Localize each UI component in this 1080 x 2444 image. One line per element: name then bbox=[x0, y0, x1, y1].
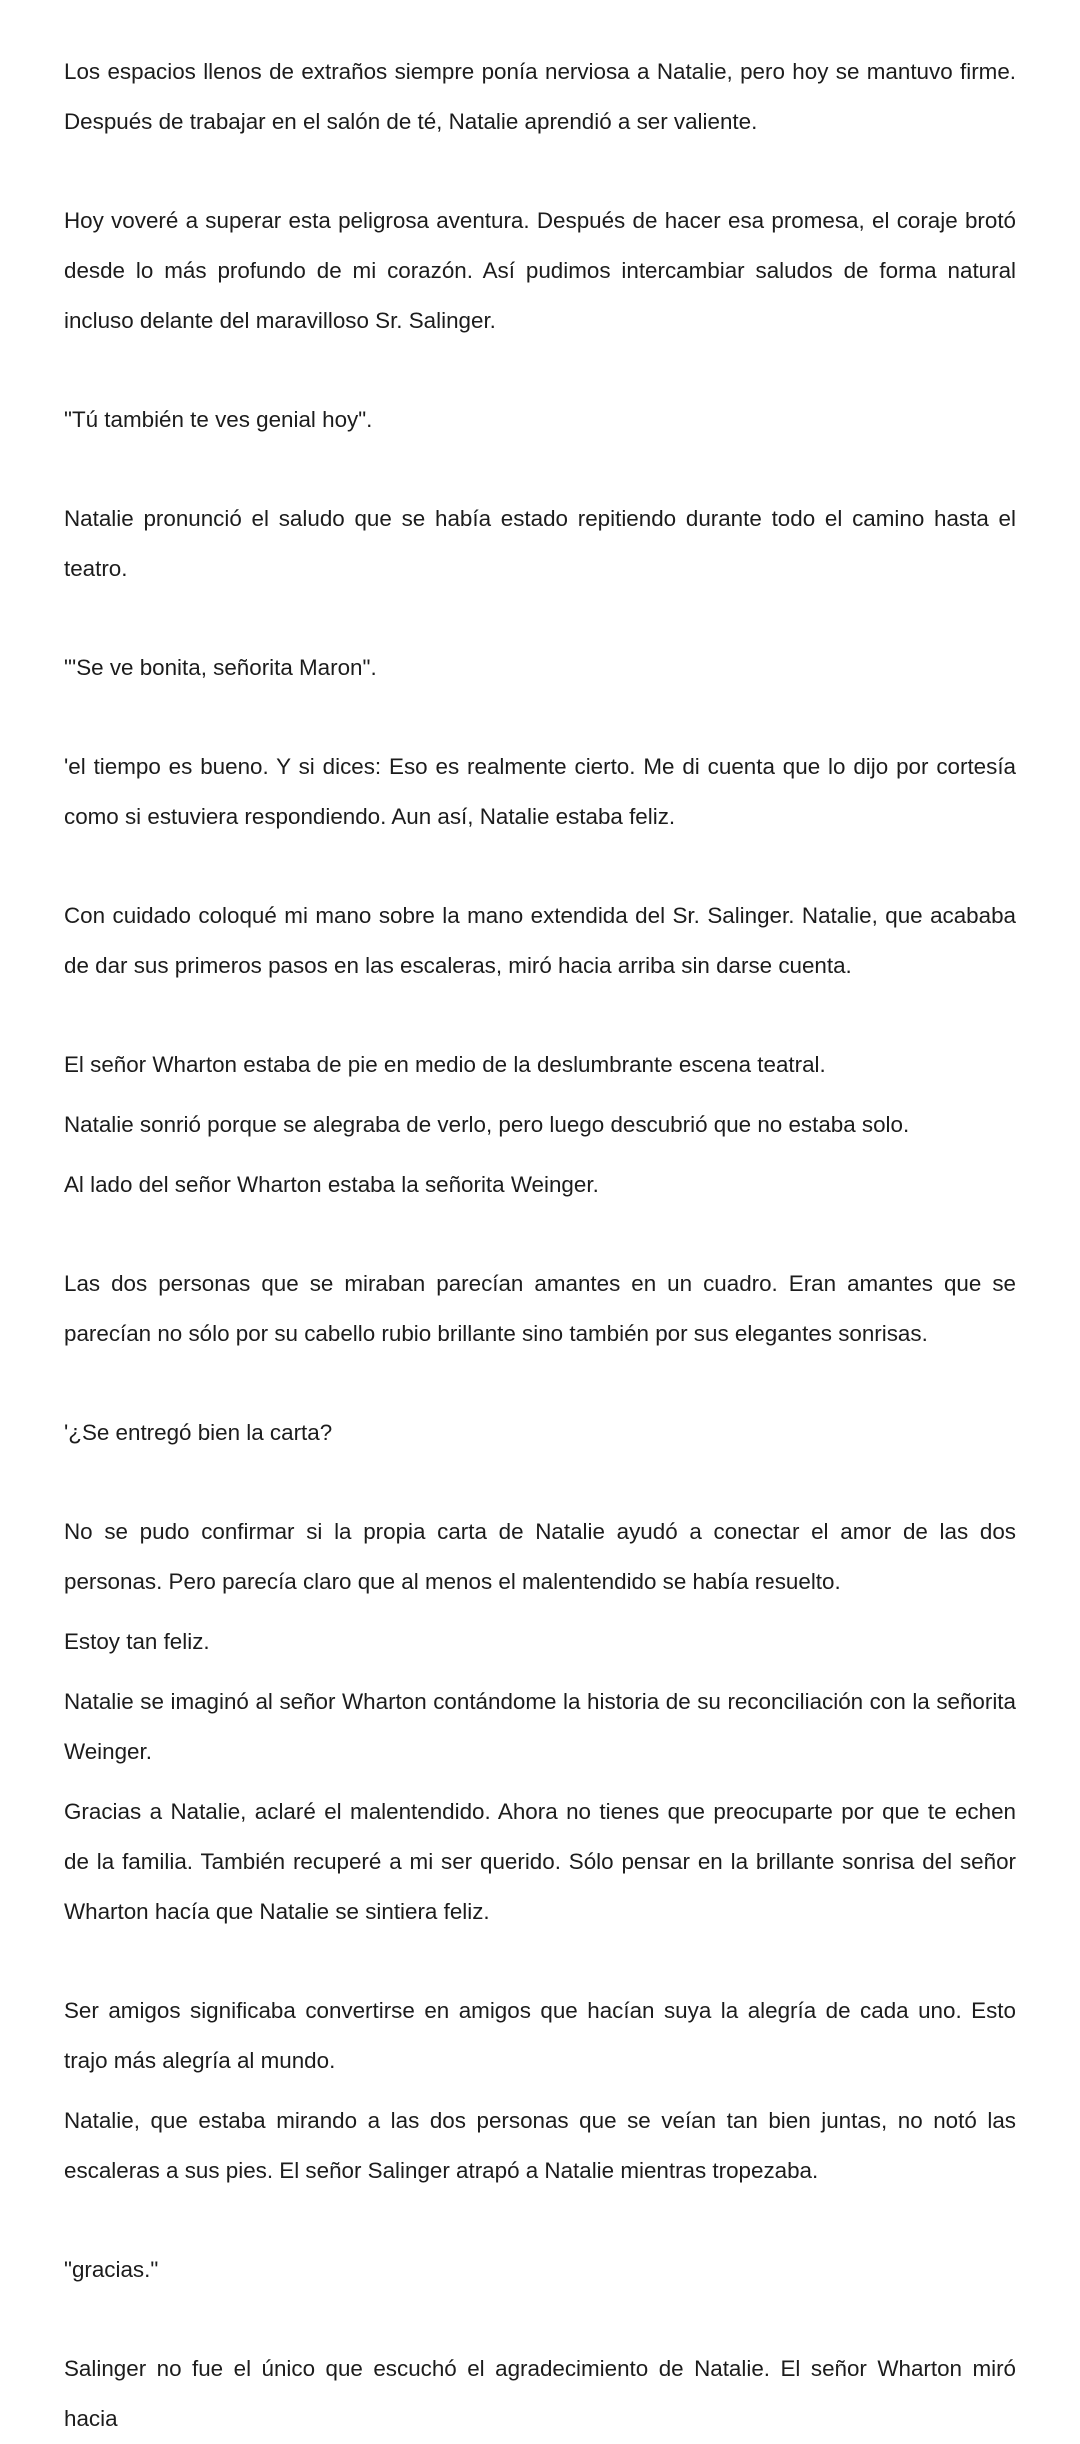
paragraph-7: Con cuidado coloqué mi mano sobre la mano extendida del Sr. Salinger. Natalie, que acababa de dar sus primeros pasos en las escaleras, miró hacia arriba sin darse cuenta. bbox=[64, 903, 1016, 978]
paragraph-4: Natalie pronunció el saludo que se había estado repitiendo durante todo el camino hasta el teatro. bbox=[64, 506, 1016, 581]
paragraph-18: Natalie, que estaba mirando a las dos personas que se veían tan bien juntas, no notó las escaleras a sus pies. El señor Salinger atrapó a Natalie mientras tropezaba. bbox=[64, 2108, 1016, 2183]
paragraph-10: Al lado del señor Wharton estaba la señorita Weinger. bbox=[64, 1172, 599, 1197]
paragraph-3: "Tú también te ves genial hoy". bbox=[64, 407, 373, 432]
chapter-text bbox=[64, 0, 1016, 2444]
paragraph-8: El señor Wharton estaba de pie en medio de la deslumbrante escena teatral. bbox=[64, 1052, 826, 1077]
paragraph-13: No se pudo confirmar si la propia carta de Natalie ayudó a conectar el amor de las dos personas. Pero parecía claro que al menos el malentendido se había resuelto. bbox=[64, 1519, 1016, 1594]
paragraph-11: Las dos personas que se miraban parecían amantes en un cuadro. Eran amantes que se parecían no sólo por su cabello rubio brillante sino también por sus elegantes sonrisas. bbox=[64, 1271, 1016, 1346]
paragraph-5: "'Se ve bonita, señorita Maron". bbox=[64, 655, 377, 680]
paragraph-19: "gracias." bbox=[64, 2257, 159, 2282]
paragraph-14: Estoy tan feliz. bbox=[64, 1629, 210, 1654]
paragraph-6: 'el tiempo es bueno. Y si dices: Eso es realmente cierto. Me di cuenta que lo dijo por cortesía como si estuviera respondiendo. Aun así, Natalie estaba feliz. bbox=[64, 754, 1016, 829]
paragraph-1: Los espacios llenos de extraños siempre ponía nerviosa a Natalie, pero hoy se mantuvo firme. Después de trabajar en el salón de té, Natalie aprendió a ser valiente. bbox=[64, 59, 1016, 134]
paragraph-16: Gracias a Natalie, aclaré el malentendido. Ahora no tienes que preocuparte por que te echen de la familia. También recuperé a mi ser querido. Sólo pensar en la brillante sonrisa del señor Wharton hacía que Natalie se sintiera feliz. bbox=[64, 1799, 1016, 1924]
paragraph-9: Natalie sonrió porque se alegraba de verlo, pero luego descubrió que no estaba solo. bbox=[64, 1112, 910, 1137]
paragraph-12: '¿Se entregó bien la carta? bbox=[64, 1420, 333, 1445]
paragraph-20: Salinger no fue el único que escuchó el agradecimiento de Natalie. El señor Wharton miró hacia bbox=[64, 2356, 1016, 2431]
paragraph-15: Natalie se imaginó al señor Wharton contándome la historia de su reconciliación con la señorita Weinger. bbox=[64, 1689, 1016, 1764]
paragraph-17: Ser amigos significaba convertirse en amigos que hacían suya la alegría de cada uno. Esto trajo más alegría al mundo. bbox=[64, 1998, 1016, 2073]
paragraph-2: Hoy voveré a superar esta peligrosa aventura. Después de hacer esa promesa, el coraje brotó desde lo más profundo de mi corazón. Así pudimos intercambiar saludos de forma natural incluso delante del maravilloso Sr. Salinger. bbox=[64, 208, 1016, 333]
